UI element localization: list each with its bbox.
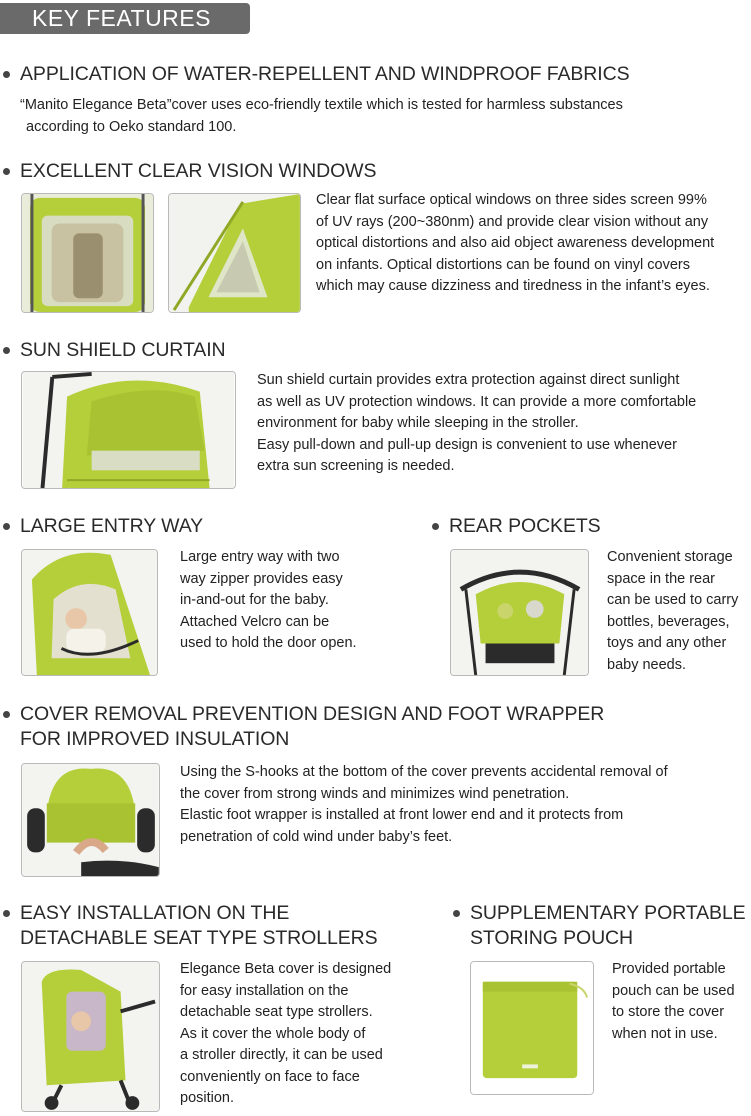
install-photo bbox=[21, 961, 160, 1112]
fabric-heading-text: APPLICATION OF WATER-REPELLENT AND WINDPROOF FABRICS bbox=[20, 63, 630, 85]
pockets-heading bbox=[449, 514, 601, 538]
pouch-text: Provided portable pouch can be used to store the cover when not in use. bbox=[612, 961, 735, 1042]
fabric-line-2: according to Oeko standard 100. bbox=[26, 119, 237, 135]
bullet-icon bbox=[3, 523, 10, 530]
entry-photo bbox=[21, 549, 158, 676]
entry-heading bbox=[20, 514, 203, 538]
removal-photo bbox=[21, 763, 160, 877]
removal-text: Using the S-hooks at the bottom of the cover prevents accidental removal of the cover from strong winds and minimizes wind penetration. Elastic foot wrapper is installed at front lower end and it protects from penetration of cold wind under baby’s feet. bbox=[180, 764, 668, 845]
bullet-icon bbox=[453, 910, 460, 917]
entry-text: Large entry way with two way zipper provides easy in-and-out for the baby. Attached Velcro can be used to hold the door open. bbox=[180, 549, 357, 651]
removal-heading-2 bbox=[20, 727, 289, 751]
removal-heading bbox=[20, 702, 604, 726]
install-text: Elegance Beta cover is designed for easy installation on the detachable seat type strollers. As it cover the whole body of a stroller directly, it can be used conveniently on face to face position. bbox=[180, 961, 392, 1106]
bullet-icon bbox=[432, 523, 439, 530]
windows-photo-front bbox=[21, 193, 154, 313]
windows-heading bbox=[20, 159, 376, 183]
pockets-heading-text: REAR POCKETS bbox=[449, 515, 601, 537]
pockets-text: Convenient storage space in the rear can be used to carry bottles, beverages, toys and any other baby needs. bbox=[607, 549, 739, 673]
install-heading bbox=[20, 901, 289, 925]
pouch-heading-line-2: STORING POUCH bbox=[470, 927, 634, 949]
sunshield-heading-text: SUN SHIELD CURTAIN bbox=[20, 339, 226, 361]
pouch-heading bbox=[470, 901, 746, 925]
bullet-icon bbox=[3, 347, 10, 354]
removal-heading-line-1: COVER REMOVAL PREVENTION DESIGN AND FOOT WRAPPER bbox=[20, 703, 605, 725]
bullet-icon bbox=[3, 71, 10, 78]
removal-heading-line-2: FOR IMPROVED INSULATION bbox=[20, 728, 290, 750]
bullet-icon bbox=[3, 711, 10, 718]
pouch-heading-line-1: SUPPLEMENTARY PORTABLE bbox=[470, 902, 746, 924]
pouch-heading-2 bbox=[470, 926, 633, 950]
entry-heading-text: LARGE ENTRY WAY bbox=[20, 515, 204, 537]
bullet-icon bbox=[3, 168, 10, 175]
windows-photo-side bbox=[168, 193, 301, 313]
fabric-line-1: “Manito Elegance Beta”cover uses eco-friendly textile which is tested for harmless substances bbox=[20, 97, 623, 113]
windows-heading-text: EXCELLENT CLEAR VISION WINDOWS bbox=[20, 160, 377, 182]
pouch-photo bbox=[470, 961, 594, 1095]
install-heading-2 bbox=[20, 926, 378, 950]
pockets-photo bbox=[450, 549, 589, 676]
install-heading-line-2: DETACHABLE SEAT TYPE STROLLERS bbox=[20, 927, 378, 949]
sunshield-photo bbox=[21, 371, 236, 489]
key-features-banner: KEY FEATURES bbox=[0, 3, 250, 34]
bullet-icon bbox=[3, 910, 10, 917]
install-heading-line-1: EASY INSTALLATION ON THE bbox=[20, 902, 290, 924]
sunshield-heading bbox=[20, 338, 226, 362]
sunshield-text: Sun shield curtain provides extra protection against direct sunlight as well as UV protection windows. It can provide a more comfortable environment for baby while sleeping in the stroller. Easy pull-down and pull-up design is convenient to use whenever extra sun screening is needed. bbox=[257, 372, 697, 474]
windows-text: Clear flat surface optical windows on three sides screen 99% of UV rays (200~380nm) and provide clear vision without any optical distortions and also aid object awareness development on infants. Optical distortions can be found on vinyl covers which may cause dizziness and tiredness in the infant’s eyes. bbox=[316, 192, 715, 294]
fabric-heading bbox=[20, 62, 630, 86]
